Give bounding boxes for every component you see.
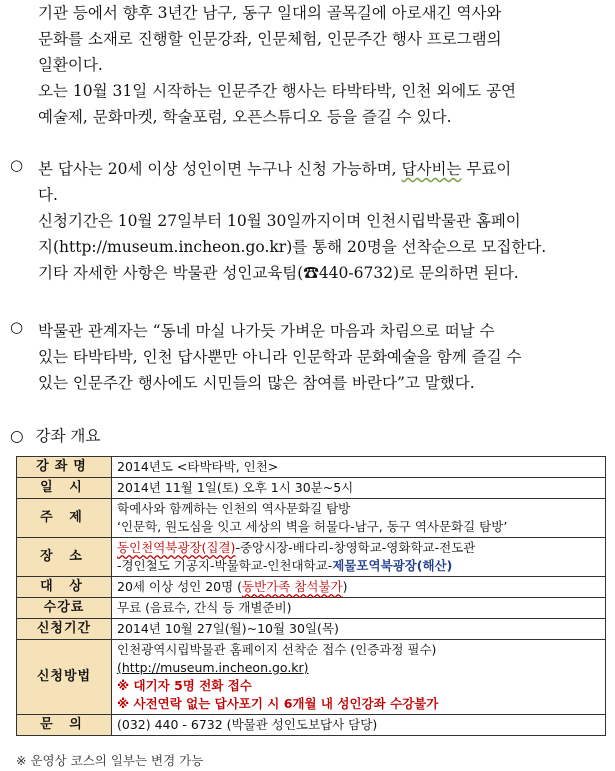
text-segment: 20세 이상 성인 20명 (	[117, 579, 243, 594]
bullet2-paragraph	[38, 318, 598, 396]
bullet-circle-icon: ○	[10, 427, 24, 445]
bullet1-line: 지(http://museum.incheon.go.kr)를 통해 20명을 선착순으로 모집한다.	[38, 238, 547, 256]
text-segment: )	[342, 579, 348, 594]
table-row	[17, 457, 606, 478]
row-value	[112, 640, 606, 715]
table-row	[17, 640, 606, 715]
row-label: 장 소	[17, 538, 112, 577]
footnote: ※ 운영상 코스의 일부는 변경 가능	[16, 753, 204, 768]
row-value: 2014년 10월 27일(월)~10월 30일(목)	[112, 619, 606, 640]
bullet1-line: 신청기간은 10월 27일부터 10월 30일까지이며 인천시립박물관 홈페이	[38, 212, 521, 230]
value-line: 인천광역시립박물관 홈페이지 선착순 접수 (인증과정 필수)	[117, 642, 437, 657]
section-title	[10, 424, 100, 446]
text-segment: 동반가족 참석불가	[242, 579, 343, 594]
row-label: 일 시	[17, 478, 112, 499]
bullet-circle-icon: ○	[10, 318, 24, 336]
bullet1-line	[38, 156, 598, 182]
bullet2-line: 있는 타박타박, 인천 답사뿐만 아니라 인문학과 문화예술을 함께 즐길 수	[38, 348, 522, 366]
row-value	[112, 577, 606, 598]
table-row	[17, 499, 606, 538]
table-row	[17, 619, 606, 640]
table-row	[17, 715, 606, 736]
intro-line: 기관 등에서 향후 3년간 남구, 동구 일대의 골목길에 아로새긴 역사와	[38, 4, 502, 22]
text-segment: 답사비는	[401, 160, 462, 178]
bullet-circle-icon: ○	[10, 156, 24, 174]
row-label: 주 제	[17, 499, 112, 538]
text-segment: -경인철도 기공지-박물학교-인천대학교-	[117, 558, 333, 573]
value-line	[117, 659, 600, 677]
row-value	[112, 499, 606, 538]
row-label: 신청방법	[17, 640, 112, 715]
text-segment: 동인천역북광장(집결)	[117, 540, 236, 555]
value-line: ※ 대기자 5명 전화 접수	[117, 678, 252, 693]
row-value: 2014년도 <타박타박, 인천>	[112, 457, 606, 478]
bullet1-paragraph	[38, 156, 598, 286]
row-label: 강좌명	[17, 457, 112, 478]
row-label: 대 상	[17, 577, 112, 598]
bullet1-line: 기타 자세한 사항은 박물관 성인교육팀(☎440-6732)로 문의하면 된다.	[38, 264, 519, 282]
intro-line: 문화를 소재로 진행할 인문강좌, 인문체험, 인문주간 행사 프로그램의	[38, 30, 502, 48]
row-label: 문 의	[17, 715, 112, 736]
row-value: 2014년 11월 1일(토) 오후 1시 30분~5시	[112, 478, 606, 499]
value-line	[117, 539, 600, 557]
table-row	[17, 478, 606, 499]
intro-line: 일환이다.	[38, 56, 103, 74]
text-segment: 제물포역북광장(해산)	[332, 558, 453, 573]
value-line: ※ 사전연락 없는 답사포기 시 6개월 내 성인강좌 수강불가	[117, 696, 439, 711]
course-info-table	[16, 456, 606, 736]
value-line: 학예사와 함께하는 인천의 역사문화길 탐방	[117, 501, 351, 516]
text-segment: 무료이	[461, 160, 512, 178]
homepage-link[interactable]: (http://museum.incheon.go.kr)	[117, 660, 309, 675]
text-segment: -중앙시장-배다리-창영학교-영화학교-전도관	[235, 540, 476, 555]
section-title-text: 강좌 개요	[35, 427, 101, 445]
row-label: 신청기간	[17, 619, 112, 640]
intro-line: 예술제, 문화마켓, 학술포럼, 오픈스튜디오 등을 즐길 수 있다.	[38, 108, 452, 126]
value-line	[117, 557, 600, 575]
bullet2-line: 박물관 관계자는 “동네 마실 나가듯 가벼운 마음과 차림으로 떠날 수	[38, 322, 495, 340]
row-value	[112, 538, 606, 577]
table-row	[17, 577, 606, 598]
intro-line: 오는 10월 31일 시작하는 인문주간 행사는 타박타박, 인천 외에도 공연	[38, 82, 517, 100]
text-segment: 본 답사는 20세 이상 성인이면 누구나 신청 가능하며,	[38, 160, 402, 178]
intro-paragraph	[38, 0, 598, 130]
row-value: 무료 (음료수, 간식 등 개별준비)	[112, 598, 606, 619]
row-label: 수강료	[17, 598, 112, 619]
bullet1-line: 다.	[38, 186, 58, 204]
table-row	[17, 598, 606, 619]
bullet2-line: 있는 인문주간 행사에도 시민들의 많은 참여를 바란다”고 말했다.	[38, 374, 475, 392]
value-line: ‘인문학, 원도심을 잇고 세상의 벽을 허물다-남구, 동구 역사문화길 탐방’	[117, 519, 508, 534]
row-value: (032) 440 - 6732 (박물관 성인도보답사 담당)	[112, 715, 606, 736]
table-row	[17, 538, 606, 577]
